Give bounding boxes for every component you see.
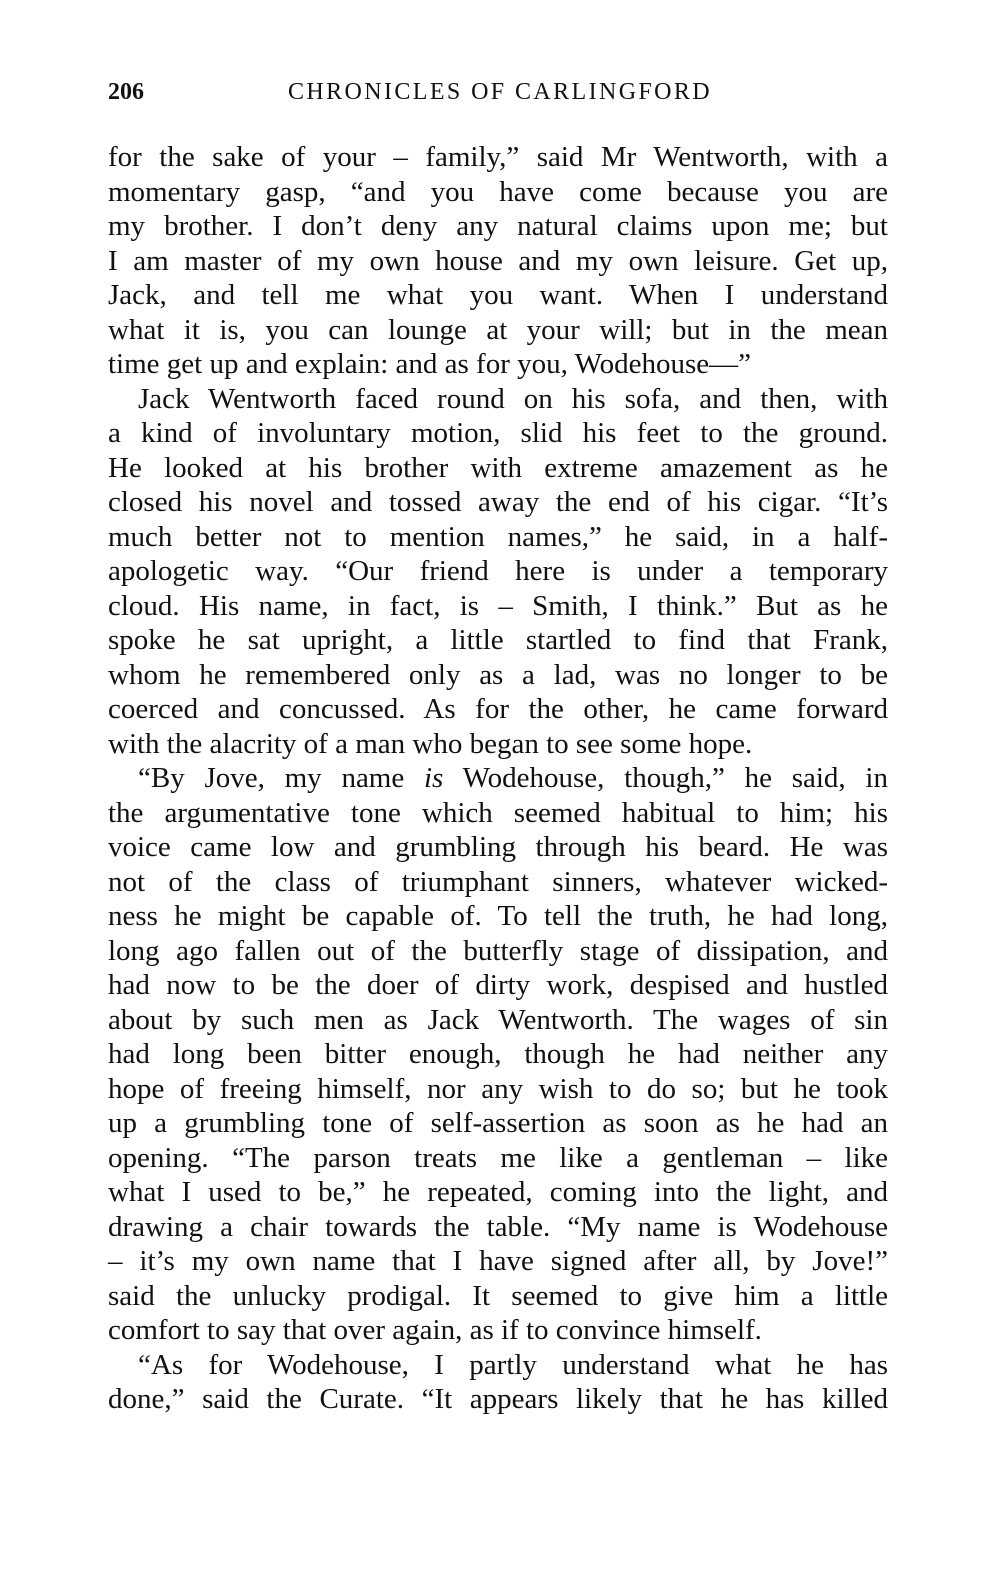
text-line: the argumentative tone which seemed habitual to him; his xyxy=(108,796,888,829)
text-line: about by such men as Jack Wentworth. The wages of sin xyxy=(108,1003,888,1036)
text-line: with the alacrity of a man who began to see some hope. xyxy=(108,727,753,760)
text-line: Jack, and tell me what you want. When I understand xyxy=(108,279,888,311)
text-line: closed his novel and tossed away the end of his cigar. “It’s xyxy=(108,486,888,518)
text-line: He looked at his brother with extreme amazement as he xyxy=(108,451,888,484)
text-line: much better not to mention names,” he said, in a half- xyxy=(108,520,888,553)
text-line: my brother. I don’t deny any natural claims upon me; but xyxy=(108,210,888,242)
text-line: time get up and explain: and as for you, Wodehouse—” xyxy=(108,348,752,380)
text-line: whom he remembered only as a lad, was no longer to be xyxy=(108,658,888,691)
text-line: hope of freeing himself, nor any wish to do so; but he took xyxy=(108,1072,888,1105)
text-line: opening. “The parson treats me like a gentleman – like xyxy=(108,1141,888,1174)
text-line: I am master of my own house and my own leisure. Get up, xyxy=(108,244,888,277)
text-line: Jack Wentworth faced round on his sofa, and then, with xyxy=(138,382,888,415)
text-line xyxy=(108,761,888,796)
text-line: spoke he sat upright, a little startled to find that Frank, xyxy=(108,624,888,656)
text-line: what I used to be,” he repeated, coming into the light, and xyxy=(108,1176,888,1208)
text-line: voice came low and grumbling through his beard. He was xyxy=(108,831,888,863)
text-line: a kind of involuntary motion, slid his feet to the ground. xyxy=(108,417,888,449)
emphasis-text: is xyxy=(424,762,444,794)
body-text xyxy=(108,140,888,1417)
text-line: “As for Wodehouse, I partly understand what he has xyxy=(138,1348,888,1381)
text-line: comfort to say that over again, as if to convince himself. xyxy=(108,1314,762,1346)
text-line: long ago fallen out of the butterfly stage of dissipation, and xyxy=(108,934,888,967)
book-page xyxy=(108,72,888,1417)
text-line: cloud. His name, in fact, is – Smith, I think.” But as he xyxy=(108,589,888,622)
text-line: – it’s my own name that I have signed after all, by Jove!” xyxy=(108,1245,888,1277)
text-line: had long been bitter enough, though he had neither any xyxy=(108,1038,888,1070)
text-line: done,” said the Curate. “It appears likely that he has killed xyxy=(108,1383,888,1415)
running-head xyxy=(108,72,888,112)
text-segment: “By Jove, my name xyxy=(138,762,424,794)
page-number: 206 xyxy=(108,79,144,105)
text-line: had now to be the doer of dirty work, despised and hustled xyxy=(108,969,888,1001)
text-line: coerced and concussed. As for the other, he came forward xyxy=(108,693,888,725)
text-segment: Wodehouse, though,” he said, in xyxy=(443,762,888,794)
text-line: momentary gasp, “and you have come because you are xyxy=(108,175,888,208)
text-line: what it is, you can lounge at your will; but in the mean xyxy=(108,313,888,346)
text-line: not of the class of triumphant sinners, whatever wicked- xyxy=(108,865,888,898)
text-line: ness he might be capable of. To tell the truth, he had long, xyxy=(108,900,888,932)
running-title: CHRONICLES OF CARLINGFORD xyxy=(288,79,713,105)
text-line: drawing a chair towards the table. “My name is Wodehouse xyxy=(108,1210,888,1243)
text-line: up a grumbling tone of self-assertion as soon as he had an xyxy=(108,1107,888,1139)
text-line: for the sake of your – family,” said Mr Wentworth, with a xyxy=(108,141,888,173)
text-line: apologetic way. “Our friend here is under a temporary xyxy=(108,555,888,587)
text-line: said the unlucky prodigal. It seemed to give him a little xyxy=(108,1279,888,1312)
